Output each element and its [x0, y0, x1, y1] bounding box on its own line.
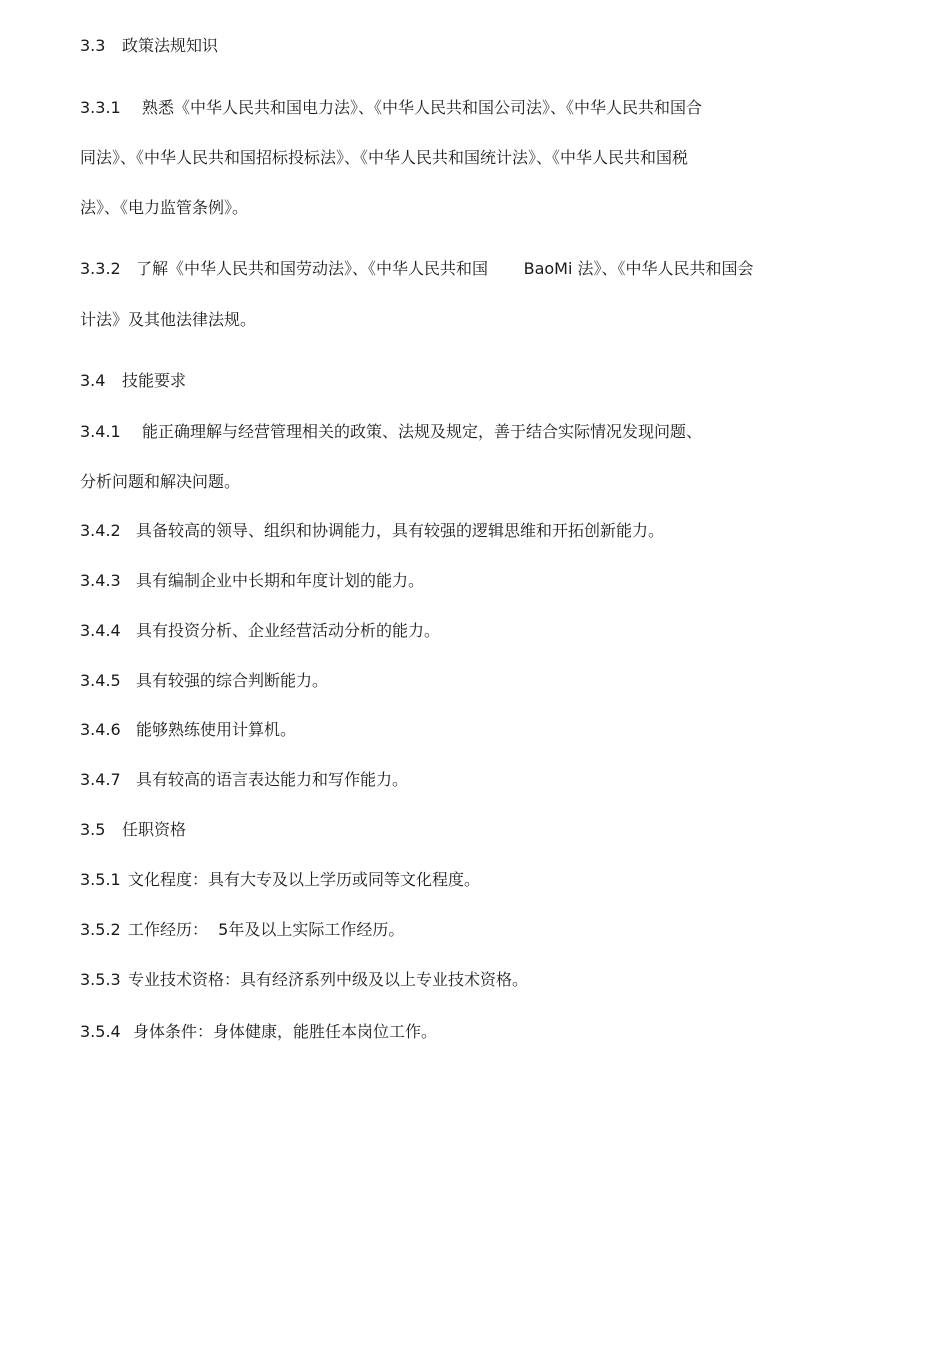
paragraph-text: 文化程度：具有大专及以上学历或同等文化程度。 [128, 870, 481, 889]
paragraph-text: 同法》、《中华人民共和国招标投标法》、《中华人民共和国统计法》、《中华人民共和国税 [80, 148, 689, 167]
paragraph-3-4-3 [80, 570, 424, 592]
paragraph-3-3-1 [80, 97, 702, 119]
section-number: 3.4 [80, 371, 106, 390]
section-number: 3.3 [80, 36, 106, 55]
paragraph-line [80, 471, 240, 493]
paragraph-text: 能够熟练使用计算机。 [136, 720, 297, 739]
section-title: 政策法规知识 [122, 36, 219, 55]
paragraph-text: 工作经历： 5年及以上实际工作经历。 [128, 920, 405, 939]
paragraph-3-5-4 [80, 1021, 437, 1043]
section-heading-3-3 [80, 35, 218, 57]
paragraph-3-5-3 [80, 969, 528, 991]
paragraph-text: 计法》及其他法律法规。 [80, 310, 257, 329]
paragraph-3-4-7 [80, 769, 408, 791]
item-number: 3.5.3 [80, 970, 121, 989]
item-number: 3.5.2 [80, 920, 121, 939]
item-number: 3.4.5 [80, 671, 121, 690]
item-number: 3.3.1 [80, 98, 121, 117]
item-number: 3.4.3 [80, 571, 121, 590]
paragraph-line [80, 309, 256, 331]
paragraph-text: 具有投资分析、企业经营活动分析的能力。 [136, 621, 441, 640]
item-number: 3.4.6 [80, 720, 121, 739]
paragraph-3-5-1 [80, 869, 480, 891]
paragraph-3-3-2 [80, 258, 754, 280]
paragraph-text: 分析问题和解决问题。 [80, 472, 241, 491]
section-title: 技能要求 [122, 371, 187, 390]
paragraph-text: 具备较高的领导、组织和协调能力，具有较强的逻辑思维和开拓创新能力。 [136, 521, 665, 540]
paragraph-text: 了解《中华人民共和国劳动法》、《中华人民共和国 BaoMi 法》、《中华人民共和国会 [136, 259, 754, 278]
item-number: 3.5.4 [80, 1022, 121, 1041]
paragraph-text: 具有较强的综合判断能力。 [136, 671, 329, 690]
section-number: 3.5 [80, 820, 106, 839]
paragraph-text: 法》、《电力监管条例》。 [80, 198, 249, 217]
item-number: 3.3.2 [80, 259, 121, 278]
section-title: 任职资格 [122, 820, 187, 839]
paragraph-text: 能正确理解与经营管理相关的政策、法规及规定，善于结合实际情况发现问题、 [142, 422, 703, 441]
paragraph-3-4-5 [80, 670, 328, 692]
item-number: 3.4.4 [80, 621, 121, 640]
paragraph-3-4-2 [80, 520, 664, 542]
paragraph-3-4-6 [80, 719, 296, 741]
paragraph-3-5-2 [80, 919, 404, 941]
paragraph-3-4-1 [80, 421, 702, 443]
item-number: 3.4.1 [80, 422, 121, 441]
section-heading-3-5 [80, 819, 186, 841]
paragraph-text: 身体条件：身体健康，能胜任本岗位工作。 [133, 1022, 438, 1041]
item-number: 3.5.1 [80, 870, 121, 889]
paragraph-text: 专业技术资格：具有经济系列中级及以上专业技术资格。 [128, 970, 529, 989]
paragraph-line [80, 147, 688, 169]
item-number: 3.4.7 [80, 770, 121, 789]
paragraph-3-4-4 [80, 620, 440, 642]
paragraph-text: 熟悉《中华人民共和国电力法》、《中华人民共和国公司法》、《中华人民共和国合 [142, 98, 703, 117]
item-number: 3.4.2 [80, 521, 121, 540]
paragraph-line [80, 197, 248, 219]
paragraph-text: 具有编制企业中长期和年度计划的能力。 [136, 571, 425, 590]
section-heading-3-4 [80, 370, 186, 392]
paragraph-text: 具有较高的语言表达能力和写作能力。 [136, 770, 409, 789]
